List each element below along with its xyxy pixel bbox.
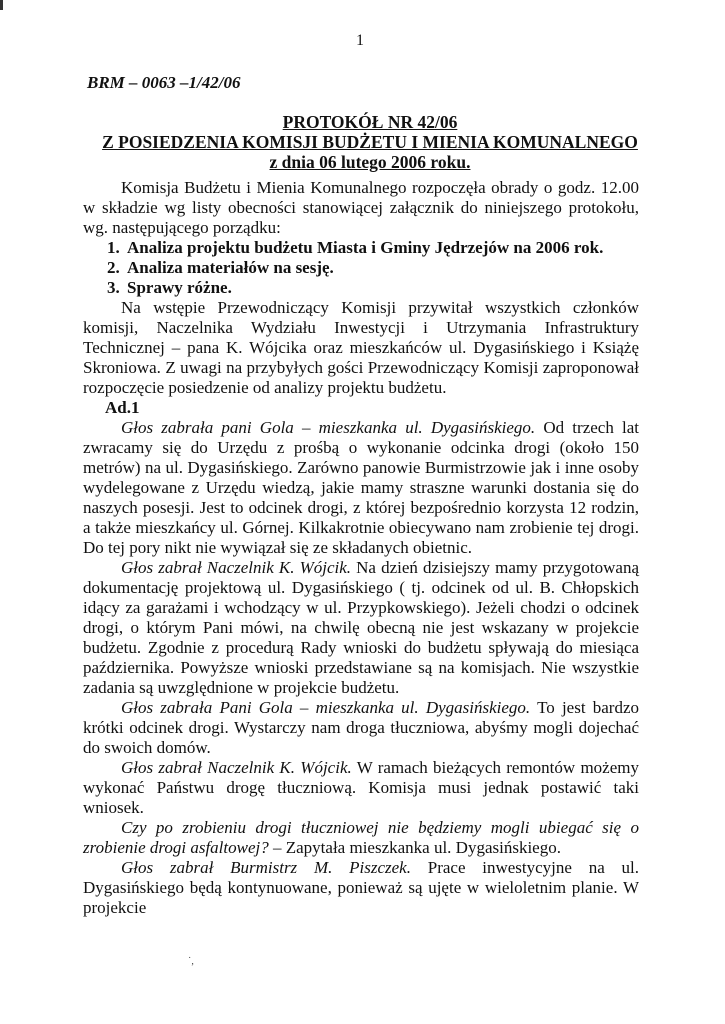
agenda-item: 2. Analiza materiałów na sesję. <box>107 258 334 277</box>
speaker: Głos zabrał Naczelnik K. Wójcik. <box>121 758 352 777</box>
intro-paragraph: Komisja Budżetu i Mienia Komunalnego rozpoczęła obrady o godz. 12.00 w składzie wg listy obecności stanowiącej załącznik do niniejszego protokołu, wg. następującego porządku: <box>83 178 639 237</box>
speaker: Głos zabrała pani Gola – mieszkanka ul. Dygasińskiego. <box>121 418 536 437</box>
scan-mark <box>0 0 3 10</box>
title-line-3: z dnia 06 lutego 2006 roku. <box>269 152 471 172</box>
welcome-paragraph: Na wstępie Przewodniczący Komisji przywitał wszystkich członków komisji, Naczelnika Wydziału Inwestycji i Utrzymania Infrastruktury Technicznej – pana K. Wójcika oraz mieszkańców ul. Dygasińskiego i Książę Skroniowa. Z uwagi na przybyłych gości Przewodniczący Komisji zaproponował rozpoczęcie posiedzenie od analizy projektu budżetu. <box>83 298 639 397</box>
agenda-item: 3. Sprawy różne. <box>107 278 232 297</box>
ad-heading: Ad.1 <box>105 398 140 417</box>
statement-paragraph: Głos zabrał Naczelnik K. Wójcik. W ramach bieżących remontów możemy wykonać Państwu drogę tłuczniową. Komisja musi jednak postawić taki wniosek. <box>83 758 639 817</box>
document-body <box>83 178 639 918</box>
question: Czy po zrobieniu drogi tłuczniowej nie będziemy mogli ubiegać się o zrobienie drogi asfaltowej? <box>83 818 639 857</box>
scan-speck: ˙, <box>188 956 194 967</box>
statement-paragraph: Głos zabrała Pani Gola – mieszkanka ul. Dygasińskiego. To jest bardzo krótki odcinek drogi. Wystarczy nam droga tłuczniowa, abyśmy mogli dojechać do swoich domów. <box>83 698 640 757</box>
speaker: Głos zabrał Naczelnik K. Wójcik. <box>121 558 352 577</box>
statement-paragraph: Głos zabrała pani Gola – mieszkanka ul. Dygasińskiego. Od trzech lat zwracamy się do Urzędu z prośbą o wykonanie odcinka drogi (około 150 metrów) na ul. Dygasińskiego. Zarówno panowie Burmistrzowie jak i inne osoby wydelegowane z Urzędu wiedzą, jakie mamy straszne warunki dostania się do naszych posesji. Jest to odcinek drogi, z której bezpośrednio korzysta 12 rodzin, a także mieszkańcy ul. Górnej. Kilkakrotnie obiecywano nam zrobienie tej drogi. Do tej pory nikt nie wywiązał się ze składanych obietnic. <box>83 418 639 557</box>
agenda-list <box>83 238 639 298</box>
statement-paragraph: Głos zabrał Burmistrz M. Piszczek. Prace inwestycyjne na ul. Dygasińskiego będą kontynuowane, ponieważ są ujęte w wieloletnim planie. W projekcie <box>83 858 639 917</box>
document-reference: BRM – 0063 –1/42/06 <box>87 73 241 92</box>
document-title <box>90 112 650 172</box>
title-line-1: PROTOKÓŁ NR 42/06 <box>282 112 458 132</box>
title-line-2: Z POSIEDZENIA KOMISJI BUDŻETU I MIENIA KOMUNALNEGO <box>102 132 638 152</box>
page-number: 1 <box>356 32 364 49</box>
statement-paragraph: Głos zabrał Naczelnik K. Wójcik. Na dzień dzisiejszy mamy przygotowaną dokumentację projektową ul. Dygasińskiego ( tj. odcinek od ul. B. Chłopskich idący za garażami i wchodzący w ul. Przypkowskiego). Jeżeli chodzi o odcinek drogi, o którym Pani mówi, na chwilę obecną nie jest wskazany w projekcie budżetu. Zgodnie z procedurą Rady wnioski do budżetu spływają do miesiąca października. Powyższe wnioski przedstawiane są na komisjach. Nie wszystkie zadania są uwzględnione w projekcie budżetu. <box>83 558 639 697</box>
speaker: Głos zabrała Pani Gola – mieszkanka ul. Dygasińskiego. <box>121 698 531 717</box>
speaker: Głos zabrał Burmistrz M. Piszczek. <box>121 858 411 877</box>
agenda-item: 1. Analiza projektu budżetu Miasta i Gminy Jędrzejów na 2006 rok. <box>107 238 604 257</box>
statement-paragraph: Czy po zrobieniu drogi tłuczniowej nie będziemy mogli ubiegać się o zrobienie drogi asfaltowej? – Zapytała mieszkanka ul. Dygasińskiego. <box>83 818 639 857</box>
